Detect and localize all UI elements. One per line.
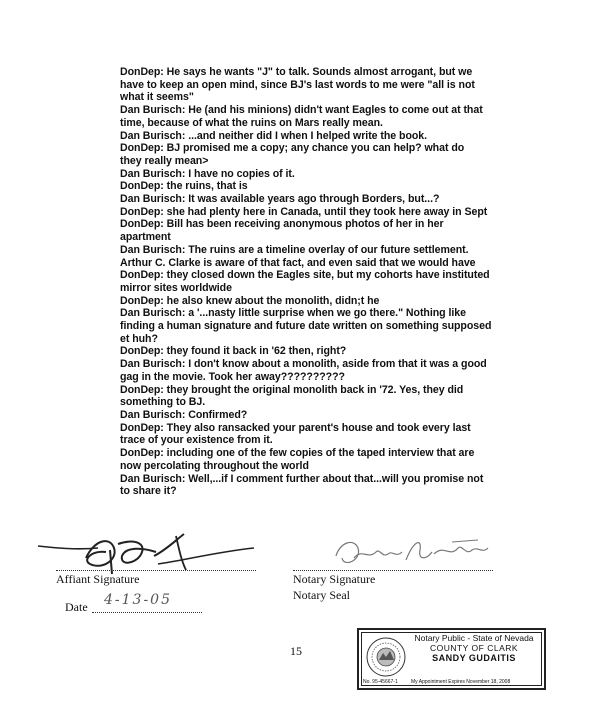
transcript-line: DonDep: He says he wants "J" to talk. Sounds almost arrogant, but we — [120, 66, 473, 78]
transcript-line: et huh? — [120, 332, 158, 345]
page-number: 15 — [290, 644, 302, 658]
transcript-line: finding a human signature and future date written on something supposed — [120, 320, 492, 333]
stamp-footer — [363, 679, 539, 685]
notary-stamp — [357, 628, 546, 690]
stamp-state-line: Notary Public - State of Nevada — [414, 633, 534, 643]
transcript-line: to share it? — [120, 485, 177, 498]
notary-signature-line — [293, 570, 493, 571]
transcript-line: DonDep: they found it back in '62 then, right? — [120, 345, 347, 358]
notary-stamp-text — [409, 633, 539, 664]
transcript-line: Dan Burisch: I have no copies of it. — [120, 167, 295, 180]
transcript-line: Dan Burisch: The ruins are a timeline overlay of our future settlement. — [120, 243, 469, 256]
transcript-line: apartment — [120, 231, 171, 244]
transcript-line: something to BJ. — [120, 396, 206, 409]
date-line — [92, 612, 202, 613]
transcript-line: DonDep: they closed down the Eagles site, but my cohorts have instituted — [120, 269, 490, 282]
transcript-line: Dan Burisch: ...and neither did I when I helped write the book. — [120, 129, 428, 142]
affiant-signature-label: Affiant Signature — [56, 572, 140, 586]
affiant-signature-line — [56, 570, 256, 571]
state-seal-icon — [365, 636, 407, 678]
transcript-line: Dan Burisch: Well,...if I comment further about that...will you promise not — [120, 472, 484, 485]
transcript-line: Dan Burisch: It was available years ago through Borders, but...? — [120, 193, 440, 206]
transcript-line: trace of your existence from it. — [120, 434, 273, 447]
transcript-line: DonDep: They also ransacked your parent's house and took every last — [120, 421, 471, 434]
transcript-line: DonDep: including one of the few copies of the taped interview that are — [120, 447, 475, 460]
transcript-line: DonDep: she had plenty here in Canada, until they took here away in Sept — [120, 205, 488, 218]
transcript-line: gag in the movie. Took her away?????????? — [120, 370, 345, 383]
transcript-line: Dan Burisch: I don't know about a monolith, aside from that it was a good — [120, 358, 487, 371]
transcript-line: what it seems" — [120, 91, 194, 104]
transcript-line: Dan Burisch: He (and his minions) didn't want Eagles to come out at that — [120, 104, 483, 117]
transcript-line: time, because of what the ruins on Mars really mean. — [120, 116, 383, 129]
date-label: Date — [65, 600, 88, 614]
stamp-county-line: COUNTY OF CLARK — [429, 643, 519, 653]
transcript-line: they really mean> — [120, 154, 209, 167]
transcript-line: Arthur C. Clarke is aware of that fact, and even said that we would have — [120, 256, 476, 269]
transcript-line: DonDep: he also knew about the monolith, didn;t he — [120, 294, 380, 307]
notary-signature-label: Notary Signature — [293, 572, 376, 586]
transcript-line: DonDep: they brought the original monolith back in '72. Yes, they did — [120, 383, 464, 396]
transcript-body — [120, 66, 560, 498]
transcript-line: DonDep: Bill has been receiving anonymous photos of her in her — [120, 218, 444, 231]
notary-signature — [332, 534, 492, 574]
stamp-expiration: My Appointment Expires November 18, 2008 — [411, 679, 511, 685]
transcript-line: have to keep an open mind, since BJ's last words to me were "all is not — [120, 78, 475, 91]
transcript-line: now percolating throughout the world — [120, 459, 309, 472]
transcript-line: Dan Burisch: Confirmed? — [120, 408, 248, 421]
transcript-line: DonDep: the ruins, that is — [120, 180, 248, 193]
transcript-line: DonDep: BJ promised me a copy; any chance you can help? what do — [120, 142, 465, 155]
date-value: 4-13-05 — [104, 592, 172, 608]
transcript-line: mirror sites worldwide — [120, 281, 232, 294]
transcript-line: Dan Burisch: a '...nasty little surprise when we go there." Nothing like — [120, 307, 466, 320]
stamp-number: No. 95-45667-1 — [363, 679, 398, 685]
stamp-notary-name: SANDY GUDAITIS — [432, 653, 516, 663]
notary-seal-label: Notary Seal — [293, 588, 350, 602]
